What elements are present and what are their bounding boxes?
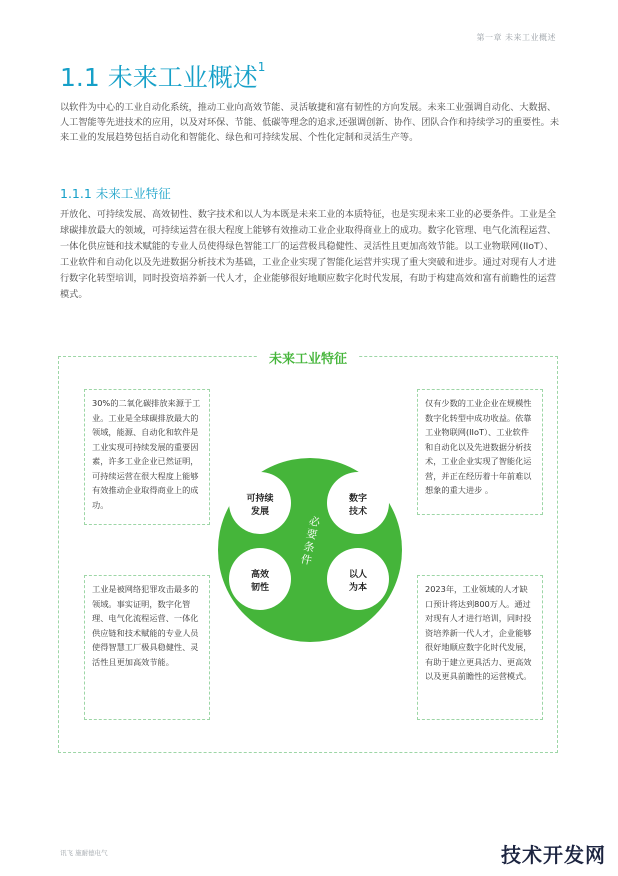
petal-label-tl-2: 发展 bbox=[250, 507, 270, 517]
petal-label-bl-2: 韧性 bbox=[250, 583, 270, 593]
note-resilience: 工业是被网络犯罪攻击最多的领域。事实证明，数字化管理、电气化流程运营、一体化供应链和技术赋能的专业人员使得智慧工厂极具稳健性、灵活性且更加高效节能。 bbox=[84, 575, 210, 720]
diagram-title: 未来工业特征 bbox=[257, 348, 359, 367]
intro-paragraph: 以软件为中心的工业自动化系统，推动工业向高效节能、灵活敏捷和富有韧性的方向发展。未来工业强调自动化、大数据、人工智能等先进技术的应用，以及对环保、节能、低碳等理念的追求,还强调创新、协作、团队合作和持续学习的重要性。未来工业的发展趋势包括自动化和智能化、绿色和可持续发展、个性化定制和灵活生产等。 bbox=[60, 102, 560, 143]
footer-credit: 讯飞 施耐德电气 bbox=[60, 849, 108, 857]
section-title: 1.1.1 未来工业特征 bbox=[60, 186, 171, 201]
petal-label-tl-1: 可持续 bbox=[246, 494, 274, 504]
note-digital-tech: 仅有少数的工业企业在规模性数字化转型中成功收益。依靠工业物联网(IIoT）、工业软件和自动化以及先进数据分析技术，工业企业实现了智能化运营，并正在经历着十年前难以想象的重大进步 。 bbox=[417, 389, 543, 515]
petal-label-br-2: 为本 bbox=[348, 583, 368, 593]
note-people-centric: 2023年，工业领域的人才缺口预计将达到800万人。通过对现有人才进行培训，同时投资培养新一代人才，企业能够很好地顺应数字化时代发展，有助于建立更具活力、更高效以及更具前瞻性的运营模式。 bbox=[417, 575, 543, 720]
petal-label-br-1: 以人 bbox=[348, 570, 368, 580]
site-watermark: 技术开发网 bbox=[501, 843, 606, 867]
four-petal-graphic bbox=[215, 455, 405, 645]
page-title-text: 1.1 未来工业概述 bbox=[60, 63, 258, 92]
page-title bbox=[60, 58, 265, 94]
running-header: 第一章 未来工业概述 bbox=[476, 33, 556, 42]
section-body: 开放化、可持续发展、高效韧性、数字技术和以人为本既是未来工业的本质特征，也是实现未来工业的必要条件。工业是全球碳排放最大的领域，可持续运营在很大程度上能够有效推动工业企业取得商业上的成功。数字化管理、电气化流程运营、一体化供应链和技术赋能的专业人员使得绿色智能工厂的运营极具稳健性、灵活性且更加高效节能。以工业物联网(IIoT）、工业软件和自动化以及先进数据分析技术为基础，工业企业实现了智能化运营并实现了重大突破和进步。通过对现有人才进行数字化转型培训，同时投资培养新一代人才，企业能够很好地顺应数字化时代发展，有助于构建高效和富有前瞻性的运营模式。 bbox=[60, 209, 557, 300]
features-diagram bbox=[58, 352, 558, 753]
petal-label-tr-2: 技术 bbox=[348, 507, 368, 517]
center-label: 必要条件 bbox=[298, 514, 322, 568]
footnote-marker[interactable]: 1 bbox=[257, 60, 266, 74]
note-sustainability: 30%的二氧化碳排放来源于工业。工业是全球碳排放最大的领域，能源、自动化和软件是工业实现可持续发展的重要因素，许多工业企业已然证明，可持续运营在很大程度上能够有效推动企业取得商业上的成功。 bbox=[84, 389, 210, 525]
petal-label-tr-1: 数字 bbox=[348, 494, 368, 504]
petal-label-bl-1: 高效 bbox=[250, 570, 270, 580]
